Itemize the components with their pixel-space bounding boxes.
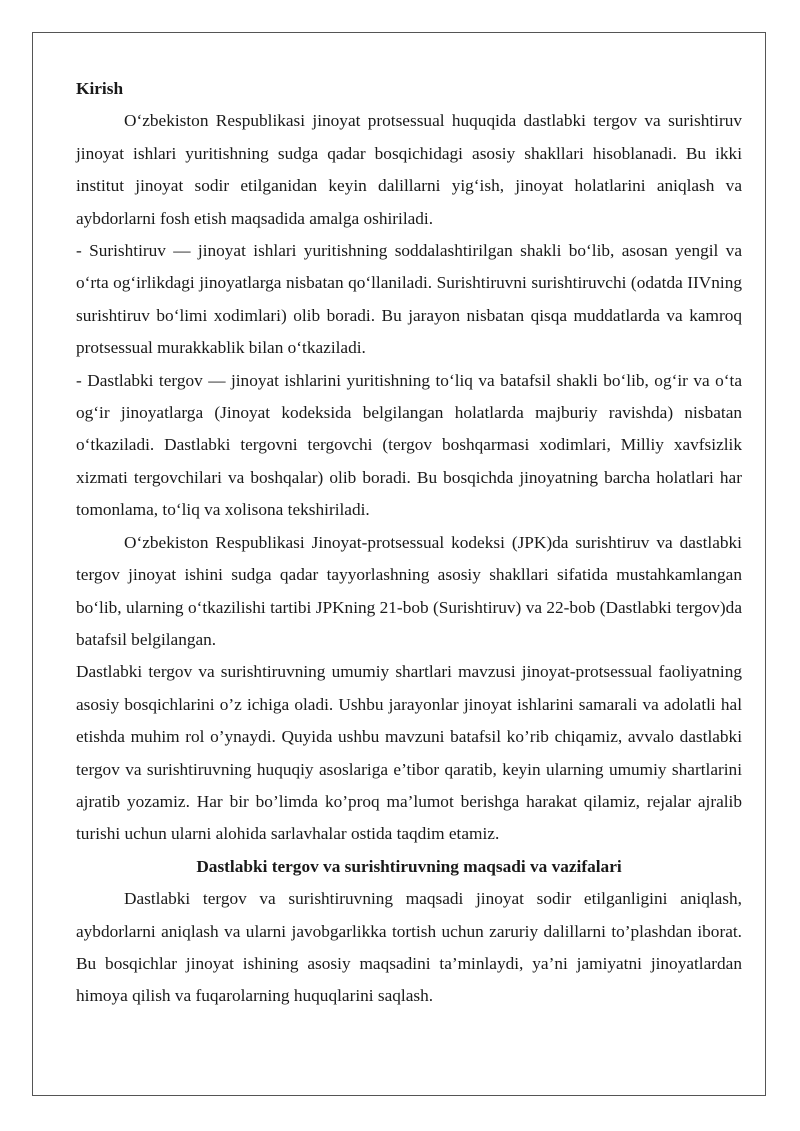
- paragraph-goals: Dastlabki tergov va surishtiruvning maqsadi jinoyat sodir etilganligini aniqlash, aybdorlarni aniqlash va ularni javobgarlikka tortish uchun zaruriy dalillarni to’plashdan iborat. Bu bosqichlar jinoyat ishining asosiy maqsadini ta’minlaydi, ya’ni jamiyatni jinoyatlardan himoya qilish va fuqarolarning huquqlarini saqlash.: [76, 889, 742, 1006]
- paragraph-umumiy-shartlar: Dastlabki tergov va surishtiruvning umumiy shartlari mavzusi jinoyat-protsessual faoliyatning asosiy bosqichlarini o’z ichiga oladi. Ushbu jarayonlar jinoyat ishlarini samarali va adolatli hal etishda muhim rol o’ynaydi. Quyida ushbu mavzuni batafsil ko’rib chiqamiz, avvalo dastlabki tergov va surishtiruvning huquqiy asoslariga e’tibor qaratib, keyin ularning umumiy shartlarini ajratib yozamiz. Har bir bo’limda ko’proq ma’lumot berishga harakat qilamiz, rejalar ajralib turishi uchun ularni alohida sarlavhalar ostida taqdim etamiz.: [76, 662, 742, 844]
- paragraph-intro-1: O‘zbekiston Respublikasi jinoyat protsessual huquqida dastlabki tergov va surishtiruv jinoyat ishlari yuritishning sudga qadar bosqichidagi asosiy shakllari hisoblanadi. Bu ikki institut jinoyat sodir etilganidan keyin dalillarni yig‘ish, jinoyat holatlarini aniqlash va aybdorlarni fosh etish maqsadida amalga oshiriladi.: [76, 111, 742, 228]
- document-body: [76, 73, 742, 1013]
- section-heading-goals: Dastlabki tergov va surishtiruvning maqsadi va vazifalari: [196, 856, 622, 876]
- paragraph-surishtiruv: - Surishtiruv — jinoyat ishlari yuritishning soddalashtirilgan shakli bo‘lib, asosan yengil va o‘rta og‘irlikdagi jinoyatlarga nisbatan qo‘llaniladi. Surishtiruvni surishtiruvchi (odatda IIVning surishtiruv bo‘limi xodimlari) olib boradi. Bu jarayon nisbatan qisqa muddatlarda va kamroq protsessual murakkablik bilan o‘tkaziladi.: [76, 241, 742, 358]
- paragraph-jpk: O‘zbekiston Respublikasi Jinoyat-protsessual kodeksi (JPK)da surishtiruv va dastlabki tergov jinoyat ishini sudga qadar tayyorlashning asosiy shakllari sifatida mustahkamlangan bo‘lib, ularning o‘tkazilishi tartibi JPKning 21-bob (Surishtiruv) va 22-bob (Dastlabki tergov)da batafsil belgilangan.: [76, 532, 742, 649]
- paragraph-dastlabki-tergov: - Dastlabki tergov — jinoyat ishlarini yuritishning to‘liq va batafsil shakli bo‘lib, og‘ir va o‘ta og‘ir jinoyatlarga (Jinoyat kodeksida belgilangan holatlarda majburiy ravishda) nisbatan o‘tkaziladi. Dastlabki tergovni tergovchi (tergov boshqarmasi xodimlari, Milliy xavfsizlik xizmati tergovchilari va boshqalar) olib boradi. Bu bosqichda jinoyatning barcha holatlari har tomonlama, to‘liq va xolisona tekshiriladi.: [76, 370, 742, 520]
- section-heading-intro: Kirish: [76, 79, 124, 98]
